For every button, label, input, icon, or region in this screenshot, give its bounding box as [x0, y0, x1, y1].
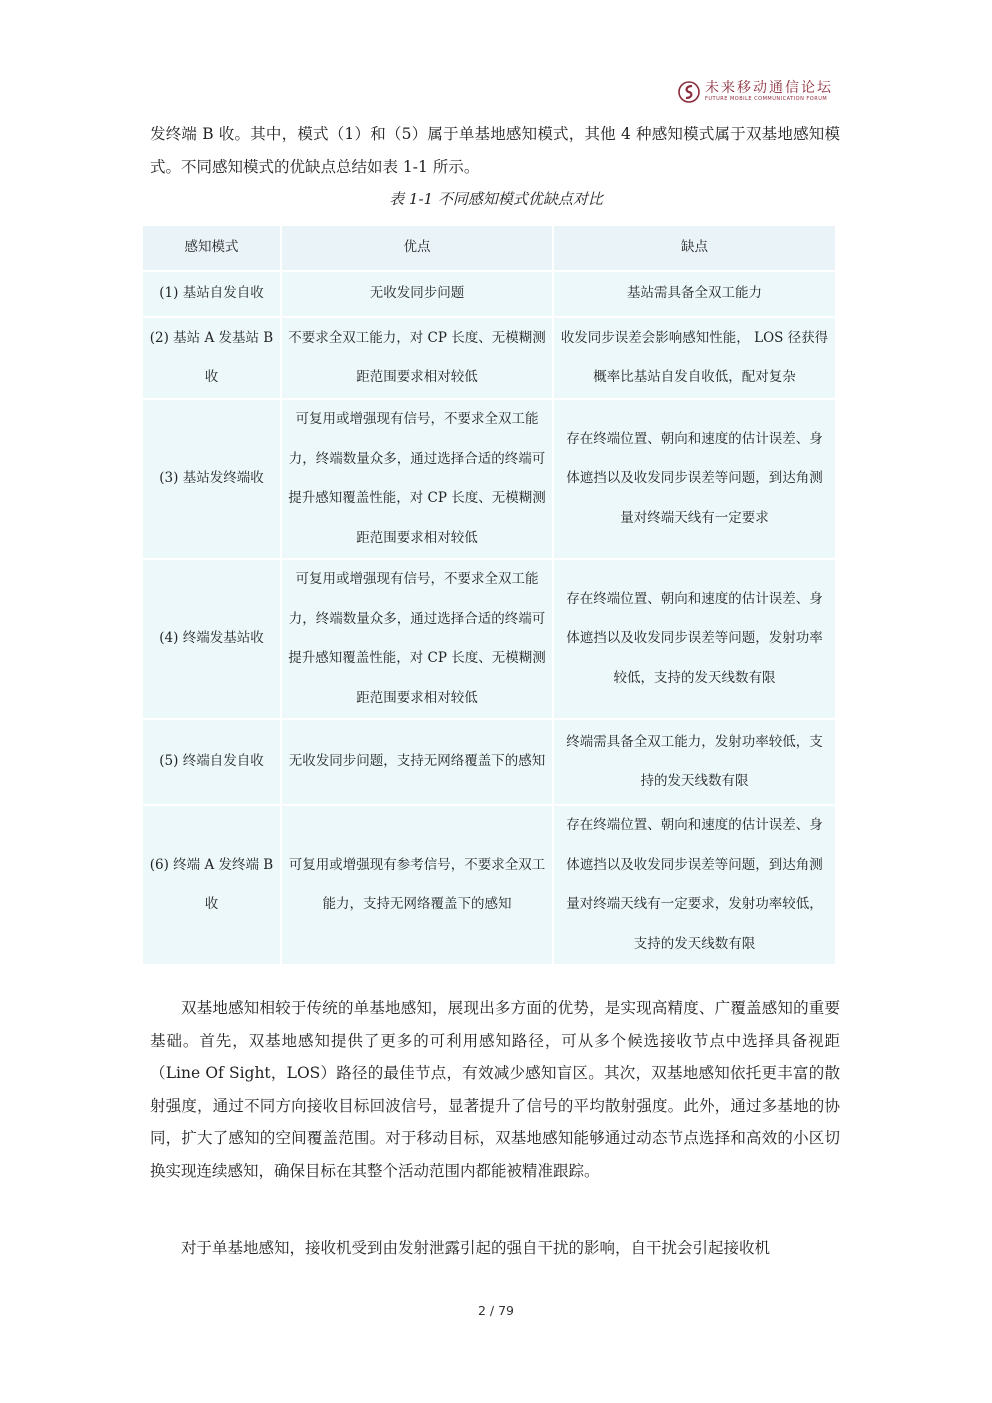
- table-row: [143, 720, 835, 804]
- body-paragraph: 双基地感知相较于传统的单基地感知，展现出多方面的优势，是实现高精度、广覆盖感知的重要基础。首先，双基地感知提供了更多的可利用感知路径，可从多个候选接收节点中选择具备视距（Line Of Sight，LOS）路径的最佳节点，有效减少感知盲区。其次，双基地感知依托更丰富的散射强度，通过不同方向接收目标回波信号，显著提升了信号的平均散射强度。此外，通过多基地的协同，扩大了感知的空间覆盖范围。对于移动目标，双基地感知能够通过动态节点选择和高效的小区切换实现连续感知，确保目标在其整个活动范围内都能被精准跟踪。: [150, 999, 840, 1180]
- intro-paragraph: 发终端 B 收。其中，模式（1）和（5）属于单基地感知模式，其他 4 种感知模式属于双基地感知模式。不同感知模式的优缺点总结如表 1-1 所示。: [150, 125, 840, 176]
- table-row: [143, 318, 835, 398]
- table-caption: 表 1-1 不同感知模式优缺点对比: [389, 190, 603, 208]
- logo-text-en: FUTURE MOBILE COMMUNICATION FORUM: [705, 96, 828, 102]
- pros-cell: 可复用或增强现有参考信号，不要求全双工能力，支持无网络覆盖下的感知: [282, 806, 552, 964]
- pros-cell: 不要求全双工能力，对 CP 长度、无模糊测距范围要求相对较低: [282, 318, 552, 398]
- table-row: [143, 560, 835, 718]
- table-row: [143, 272, 835, 316]
- mode-cell: (1) 基站自发自收: [143, 272, 280, 316]
- pros-cell: 可复用或增强现有信号，不要求全双工能力，终端数量众多，通过选择合适的终端可提升感知覆盖性能，对 CP 长度、无模糊测距范围要求相对较低: [282, 560, 552, 718]
- mode-cell: (4) 终端发基站收: [143, 560, 280, 718]
- header-cons: 缺点: [554, 226, 835, 270]
- pros-cell: 无收发同步问题，支持无网络覆盖下的感知: [282, 720, 552, 804]
- pros-cell: 可复用或增强现有信号，不要求全双工能力，终端数量众多，通过选择合适的终端可提升感知覆盖性能，对 CP 长度、无模糊测距范围要求相对较低: [282, 400, 552, 558]
- forum-logo-icon: [678, 81, 700, 103]
- cons-cell: 终端需具备全双工能力，发射功率较低，支持的发天线数有限: [554, 720, 835, 804]
- cons-cell: 基站需具备全双工能力: [554, 272, 835, 316]
- cons-cell: 存在终端位置、朝向和速度的估计误差、身体遮挡以及收发同步误差等问题，到达角测量对终端天线有一定要求: [554, 400, 835, 558]
- pros-cell: 无收发同步问题: [282, 272, 552, 316]
- mode-cell: (6) 终端 A 发终端 B 收: [143, 806, 280, 964]
- mode-cell: (5) 终端自发自收: [143, 720, 280, 804]
- table-row: [143, 400, 835, 558]
- page-number: 2 / 79: [477, 1303, 515, 1318]
- table-header-row: [143, 226, 835, 270]
- mode-cell: (3) 基站发终端收: [143, 400, 280, 558]
- cons-cell: 收发同步误差会影响感知性能， LOS 径获得概率比基站自发自收低，配对复杂: [554, 318, 835, 398]
- mode-cell: (2) 基站 A 发基站 B 收: [143, 318, 280, 398]
- cons-cell: 存在终端位置、朝向和速度的估计误差、身体遮挡以及收发同步误差等问题，到达角测量对终端天线有一定要求，发射功率较低，支持的发天线数有限: [554, 806, 835, 964]
- logo-text-cn: 未来移动通信论坛: [705, 80, 833, 96]
- cons-cell: 存在终端位置、朝向和速度的估计误差、身体遮挡以及收发同步误差等问题，发射功率较低，支持的发天线数有限: [554, 560, 835, 718]
- header-pros: 优点: [282, 226, 552, 270]
- table-row: [143, 806, 835, 964]
- mode-comparison-table: [141, 224, 837, 966]
- forum-logo: [678, 80, 833, 103]
- body-paragraph: 对于单基地感知，接收机受到由发射泄露引起的强自干扰的影响，自干扰会引起接收机: [181, 1239, 771, 1257]
- header-mode: 感知模式: [143, 226, 280, 270]
